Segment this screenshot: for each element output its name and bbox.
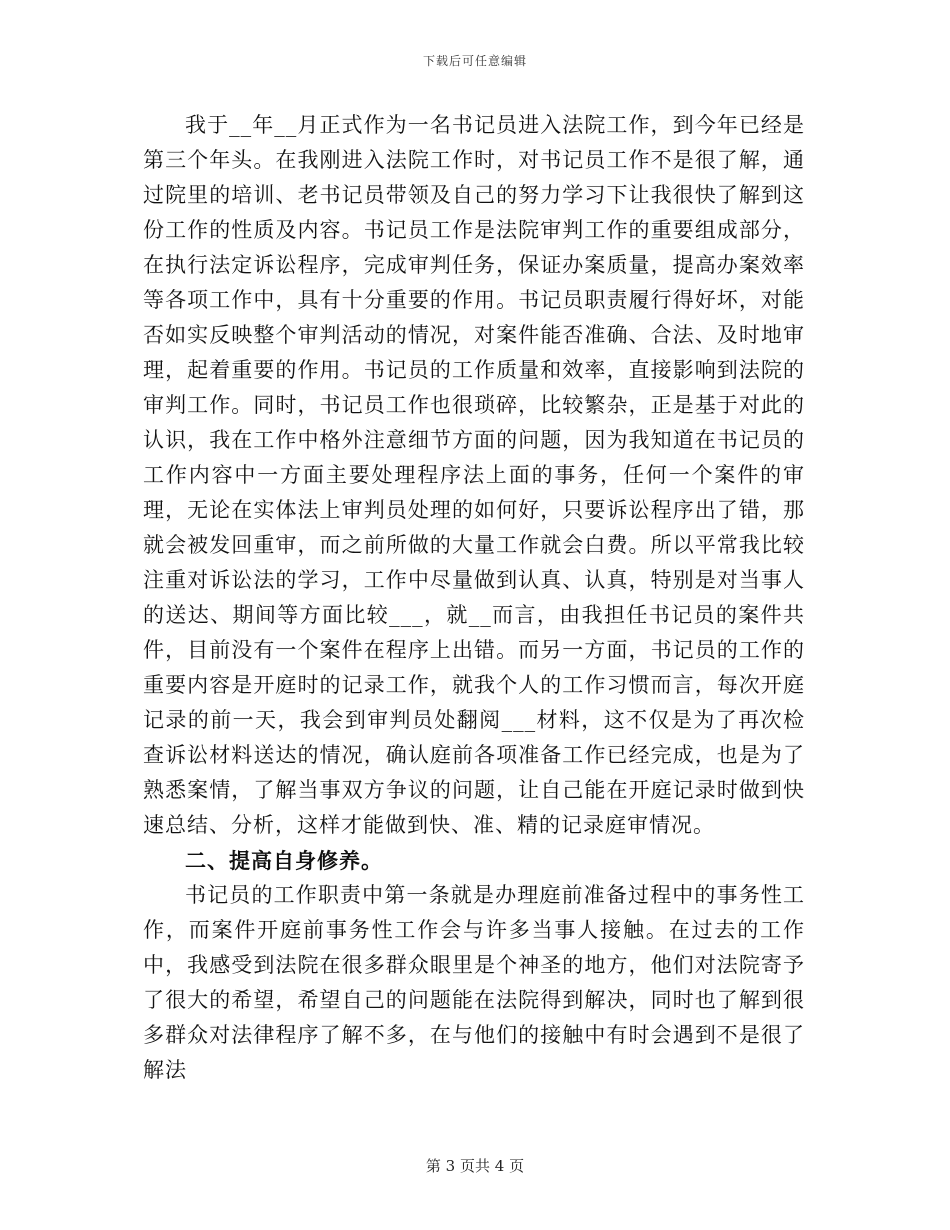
document-body [143, 108, 805, 1088]
page-header-note: 下载后可任意编辑 [422, 54, 527, 68]
body-paragraph-2: 书记员的工作职责中第一条就是办理庭前准备过程中的事务性工作，而案件开庭前事务性工作会与许多当事人接触。在过去的工作中，我感受到法院在很多群众眼里是个神圣的地方，他们对法院寄予了很大的希望，希望自己的问题能在法院得到解决，同时也了解到很多群众对法律程序了解不多，在与他们的接触中有时会遇到不是很了解法 [143, 883, 805, 1082]
section-heading-2: 二、提高自身修养。 [185, 848, 383, 873]
page-footer-number: 第 3 页共 4 页 [425, 1157, 525, 1175]
body-paragraph-1: 我于__年__月正式作为一名书记员进入法院工作，到今年已经是第三个年头。在我刚进入法院工作时，对书记员工作不是很了解，通过院里的培训、老书记员带领及自己的努力学习下让我很快了解到这份工作的性质及内容。书记员工作是法院审判工作的重要组成部分，在执行法定诉讼程序，完成审判任务，保证办案质量，提高办案效率等各项工作中，具有十分重要的作用。书记员职责履行得好坏，对能否如实反映整个审判活动的情况，对案件能否准确、合法、及时地审理，起着重要的作用。书记员的工作质量和效率，直接影响到法院的审判工作。同时，书记员工作也很琐碎，比较繁杂，正是基于对此的认识，我在工作中格外注意细节方面的问题，因为我知道在书记员的工作内容中一方面主要处理程序法上面的事务，任何一个案件的审理，无论在实体法上审判员处理的如何好，只要诉讼程序出了错，那就会被发回重审，而之前所做的大量工作就会白费。所以平常我比较注重对诉讼法的学习，工作中尽量做到认真、认真，特别是对当事人的送达、期间等方面比较___，就__而言，由我担任书记员的案件共件，目前没有一个案件在程序上出错。而另一方面，书记员的工作的重要内容是开庭时的记录工作，就我个人的工作习惯而言，每次开庭记录的前一天，我会到审判员处翻阅___材料，这不仅是为了再次检查诉讼材料送达的情况，确认庭前各项准备工作已经完成，也是为了熟悉案情，了解当事双方争议的问题，让自己能在开庭记录时做到快速总结、分析，这样才能做到快、准、精的记录庭审情况。 [143, 113, 805, 837]
